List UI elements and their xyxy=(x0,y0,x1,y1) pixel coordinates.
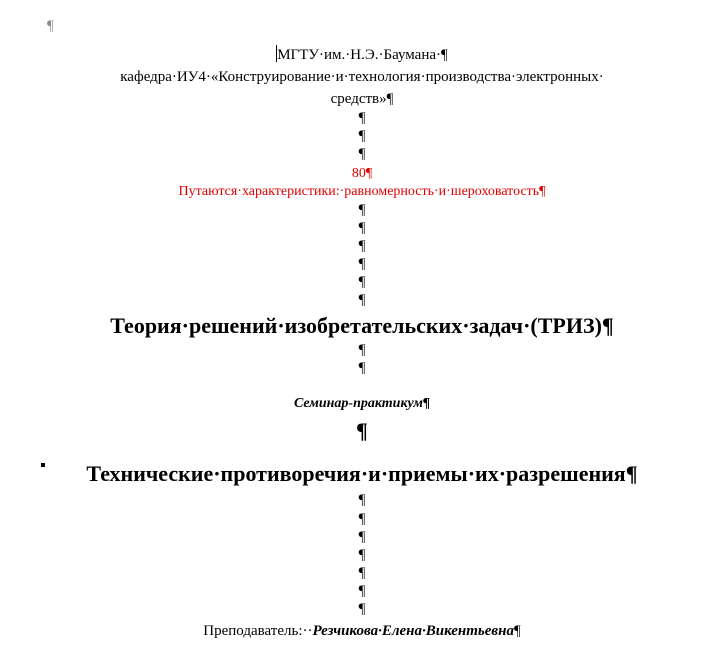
empty-paragraph: ¶ xyxy=(358,292,366,308)
reviewer-comment: Путаются·характеристики:·равномерность·и·шероховатость¶ xyxy=(178,184,546,199)
score-annotation: 80¶ xyxy=(351,166,373,181)
university-line xyxy=(0,45,724,64)
topic-title: Технические·противоречия·и·приемы·их·разрешения¶ xyxy=(86,461,638,486)
corner-paragraph-mark: ¶ xyxy=(47,18,54,34)
department-line-1: кафедра·ИУ4·«Конструирование·и·технология·производства·электронных· xyxy=(120,69,604,85)
empty-paragraph: ¶ xyxy=(358,547,366,563)
university-text: МГТУ·им.·Н.Э.·Баумана·¶ xyxy=(277,47,448,63)
teacher-line xyxy=(0,622,724,640)
teacher-name: Резчикова·Елена·Викентьевна xyxy=(312,623,514,639)
empty-paragraph: ¶ xyxy=(358,529,366,545)
course-title: Теория·решений·изобретательских·задач·(ТРИЗ)¶ xyxy=(110,313,614,338)
large-empty-paragraph: ¶ xyxy=(356,418,368,443)
empty-paragraph: ¶ xyxy=(358,256,366,272)
empty-paragraph: ¶ xyxy=(358,202,366,218)
empty-paragraph: ¶ xyxy=(358,238,366,254)
empty-paragraph: ¶ xyxy=(358,128,366,144)
empty-paragraph: ¶ xyxy=(358,360,366,376)
empty-paragraph: ¶ xyxy=(358,110,366,126)
seminar-label: Семинар-практикум¶ xyxy=(293,396,431,411)
empty-paragraph: ¶ xyxy=(358,220,366,236)
department-line-2: средств»¶ xyxy=(330,91,394,107)
empty-paragraph: ¶ xyxy=(358,565,366,581)
empty-paragraph: ¶ xyxy=(358,342,366,358)
empty-paragraph: ¶ xyxy=(358,274,366,290)
empty-paragraph: ¶ xyxy=(358,511,366,527)
empty-paragraph: ¶ xyxy=(358,601,366,617)
teacher-label: Преподаватель:·· xyxy=(203,623,313,639)
teacher-end-mark: ¶ xyxy=(513,623,521,639)
empty-paragraph: ¶ xyxy=(358,492,366,508)
empty-paragraph: ¶ xyxy=(358,583,366,599)
empty-paragraph: ¶ xyxy=(358,146,366,162)
